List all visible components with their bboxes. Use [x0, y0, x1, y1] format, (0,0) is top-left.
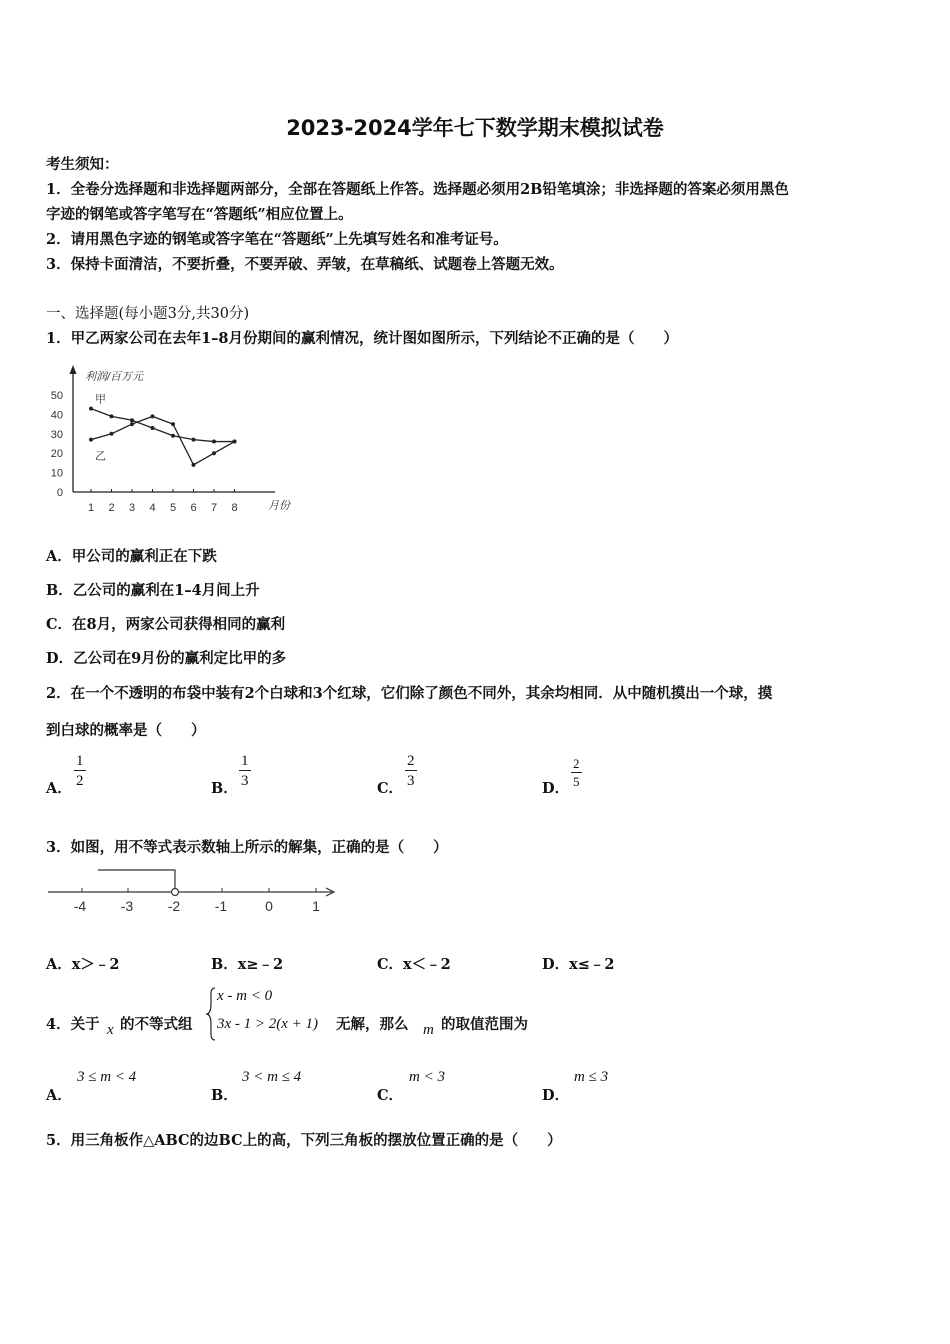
inequality-1: x - m < 0 — [217, 988, 273, 1004]
question-4-option-b-expr[interactable]: 3 < m ≤ 4 — [242, 1069, 302, 1085]
x-tick-label: 8 — [231, 502, 238, 514]
data-point — [192, 438, 196, 442]
brace-icon — [205, 986, 217, 1042]
data-point — [233, 440, 237, 444]
question-4-prefix: 4．关于 — [46, 1016, 100, 1033]
x-tick-label: 3 — [128, 502, 136, 514]
question-4-option-a-label[interactable]: A． — [46, 1087, 72, 1104]
y-tick-label: 50 — [50, 390, 63, 402]
inequality-2: 3x - 1 > 2(x + 1) — [217, 1016, 319, 1032]
question-1-option-d[interactable]: D．乙公司在9月份的赢利定比甲的多 — [46, 650, 287, 667]
data-point — [89, 438, 93, 442]
y-tick-label: 20 — [50, 448, 63, 461]
notice-heading: 考生须知： — [46, 156, 119, 173]
fraction-denominator: 5 — [573, 774, 580, 789]
data-point — [151, 414, 155, 418]
data-point — [192, 463, 196, 467]
x-tick-label: 2 — [108, 502, 115, 514]
y-axis-title: 利润/百万元 — [85, 371, 144, 383]
data-point — [110, 432, 114, 436]
axis-label: -2 — [167, 898, 181, 914]
solution-ray — [98, 870, 175, 889]
variable-m: m — [423, 1022, 434, 1038]
series-label: 甲 — [95, 393, 106, 406]
x-tick-label: 6 — [190, 502, 197, 514]
data-point — [171, 422, 175, 426]
x-tick-label: 5 — [169, 502, 177, 514]
y-tick-label: 0 — [56, 487, 63, 499]
data-point — [171, 434, 175, 438]
y-tick-label: 10 — [50, 467, 63, 480]
series-line-jia — [91, 409, 235, 442]
x-tick-label: 7 — [210, 502, 218, 514]
question-3-stem: 3．如图，用不等式表示数轴上所示的解集，正确的是（ ） — [46, 839, 448, 856]
question-1-option-a[interactable]: A．甲公司的赢利正在下跌 — [46, 548, 217, 565]
question-2-option-d-label[interactable]: D． — [542, 780, 570, 797]
data-point — [130, 418, 134, 422]
axis-label: -3 — [120, 898, 134, 914]
y-axis-arrow-icon — [70, 365, 77, 374]
notice-item: 2．请用黑色字迹的钢笔或答字笔在“答题纸”上先填写姓名和准考证号。 — [46, 231, 508, 248]
open-endpoint — [172, 889, 179, 896]
axis-label: 1 — [312, 898, 320, 914]
question-3-option-b[interactable]: B．x≥﹣2 — [211, 956, 284, 973]
data-point — [212, 451, 216, 455]
question-2-stem-line2: 到白球的概率是（ ） — [46, 722, 206, 739]
data-point — [212, 440, 216, 444]
question-4-option-d-label[interactable]: D． — [542, 1087, 570, 1104]
notice-item: 字迹的钢笔或答字笔写在“答题纸”相应位置上。 — [46, 206, 353, 223]
fraction-denominator: 2 — [76, 773, 84, 789]
question-4-option-d-expr[interactable]: m ≤ 3 — [574, 1069, 609, 1085]
question-2-option-b-label[interactable]: B． — [211, 780, 238, 797]
x-axis-title: 月份 — [268, 500, 290, 512]
question-2-option-d-fraction[interactable] — [571, 756, 582, 791]
question-1-stem: 1．甲乙两家公司在去年1–8月份期间的赢利情况，统计图如图所示，下列结论不正确的是（ ） — [46, 330, 679, 347]
data-point — [130, 422, 134, 426]
question-2-option-a-fraction[interactable] — [74, 752, 86, 791]
question-2-option-c-label[interactable]: C． — [377, 780, 404, 797]
question-2-option-a-label[interactable]: A． — [46, 780, 72, 797]
fraction-numerator: 2 — [573, 756, 580, 771]
fraction-numerator: 1 — [241, 753, 249, 769]
fraction-denominator: 3 — [241, 773, 249, 789]
profit-line-chart — [40, 360, 300, 520]
question-3-option-d[interactable]: D．x≤﹣2 — [542, 956, 615, 973]
variable-x: x — [107, 1022, 114, 1038]
question-4-mid: 的不等式组 — [120, 1016, 193, 1033]
question-4-suffix-2: 的取值范围为 — [441, 1016, 528, 1033]
question-2-stem-line1: 2．在一个不透明的布袋中装有2个白球和3个红球，它们除了颜色不同外，其余均相同．从中随机摸出一个球，摸 — [46, 685, 773, 702]
question-2-option-b-fraction[interactable] — [239, 752, 251, 791]
question-1-option-c[interactable]: C．在8月，两家公司获得相同的赢利 — [46, 616, 286, 633]
x-tick-label: 1 — [87, 502, 95, 514]
question-1-option-b[interactable]: B．乙公司的赢利在1–4月间上升 — [46, 582, 260, 599]
question-4-option-b-label[interactable]: B． — [211, 1087, 238, 1104]
axis-label: -4 — [73, 898, 87, 914]
question-3-option-c[interactable]: C．x＜﹣2 — [377, 956, 451, 973]
axis-label: 0 — [265, 898, 273, 914]
y-tick-label: 30 — [50, 428, 63, 441]
x-tick-label: 4 — [149, 502, 156, 514]
data-point — [151, 426, 155, 430]
number-line — [44, 862, 344, 922]
fraction-numerator: 1 — [76, 753, 84, 769]
fraction-denominator: 3 — [407, 773, 415, 789]
axis-label: -1 — [214, 898, 228, 914]
question-5-stem: 5．用三角板作△ABC的边BC上的高，下列三角板的摆放位置正确的是（ ） — [46, 1132, 562, 1149]
data-point — [110, 414, 114, 418]
question-2-option-c-fraction[interactable] — [405, 752, 417, 791]
question-4-option-c-expr[interactable]: m < 3 — [409, 1069, 445, 1085]
fraction-numerator: 2 — [407, 753, 415, 769]
data-point — [89, 407, 93, 411]
section-heading: 一、选择题(每小题3分,共30分) — [46, 306, 250, 322]
question-4-option-a-expr[interactable]: 3 ≤ m < 4 — [77, 1069, 137, 1085]
notice-item: 3．保持卡面清洁，不要折叠，不要弄破、弄皱，在草稿纸、试题卷上答题无效。 — [46, 256, 564, 273]
question-4-suffix-1: 无解，那么 — [336, 1016, 409, 1033]
notice-item: 1．全卷分选择题和非选择题两部分，全部在答题纸上作答。选择题必须用2B铅笔填涂；非选择题的答案必须用黑色 — [46, 181, 789, 198]
series-label: 乙 — [95, 450, 106, 463]
question-3-option-a[interactable]: A．x＞﹣2 — [46, 956, 120, 973]
page-title: 2023-2024学年七下数学期末模拟试卷 — [286, 116, 664, 140]
question-4-option-c-label[interactable]: C． — [377, 1087, 404, 1104]
y-tick-label: 40 — [50, 409, 63, 422]
